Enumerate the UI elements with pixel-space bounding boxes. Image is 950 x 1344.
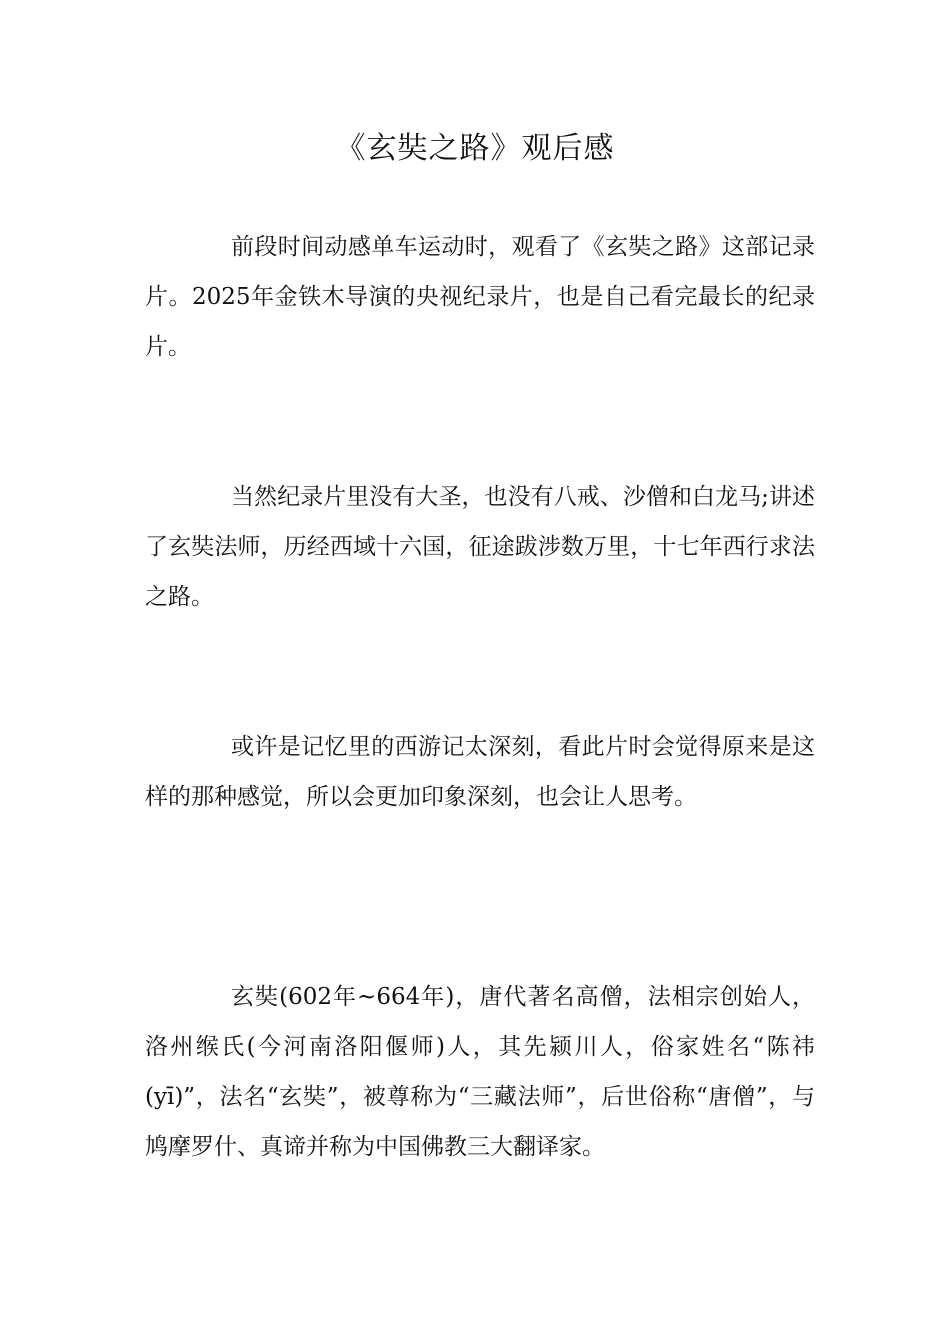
document-title: 《玄奘之路》观后感 — [335, 131, 615, 166]
paragraph-3: 或许是记忆里的西游记太深刻，看此片时会觉得原来是这样的那种感觉，所以会更加印象深刻，也会让人思考。 — [145, 734, 815, 810]
paragraph-1: 前段时间动感单车运动时，观看了《玄奘之路》这部记录片。2025年金铁木导演的央视纪录片，也是自己看完最长的纪录片。 — [145, 234, 815, 360]
paragraph-2: 当然纪录片里没有大圣，也没有八戒、沙僧和白龙马;讲述了玄奘法师，历经西域十六国，征途跋涉数万里，十七年西行求法之路。 — [145, 484, 815, 610]
paragraph-4: 玄奘(602年~664年)，唐代著名高僧，法相宗创始人，洛州缑氏(今河南洛阳偃师)人，其先颍川人，俗家姓名“陈祎(yī)”，法名“玄奘”，被尊称为“三藏法师”，后世俗称“唐僧”，与鸠摩罗什、真谛并称为中国佛教三大翻译家。 — [145, 984, 815, 1160]
